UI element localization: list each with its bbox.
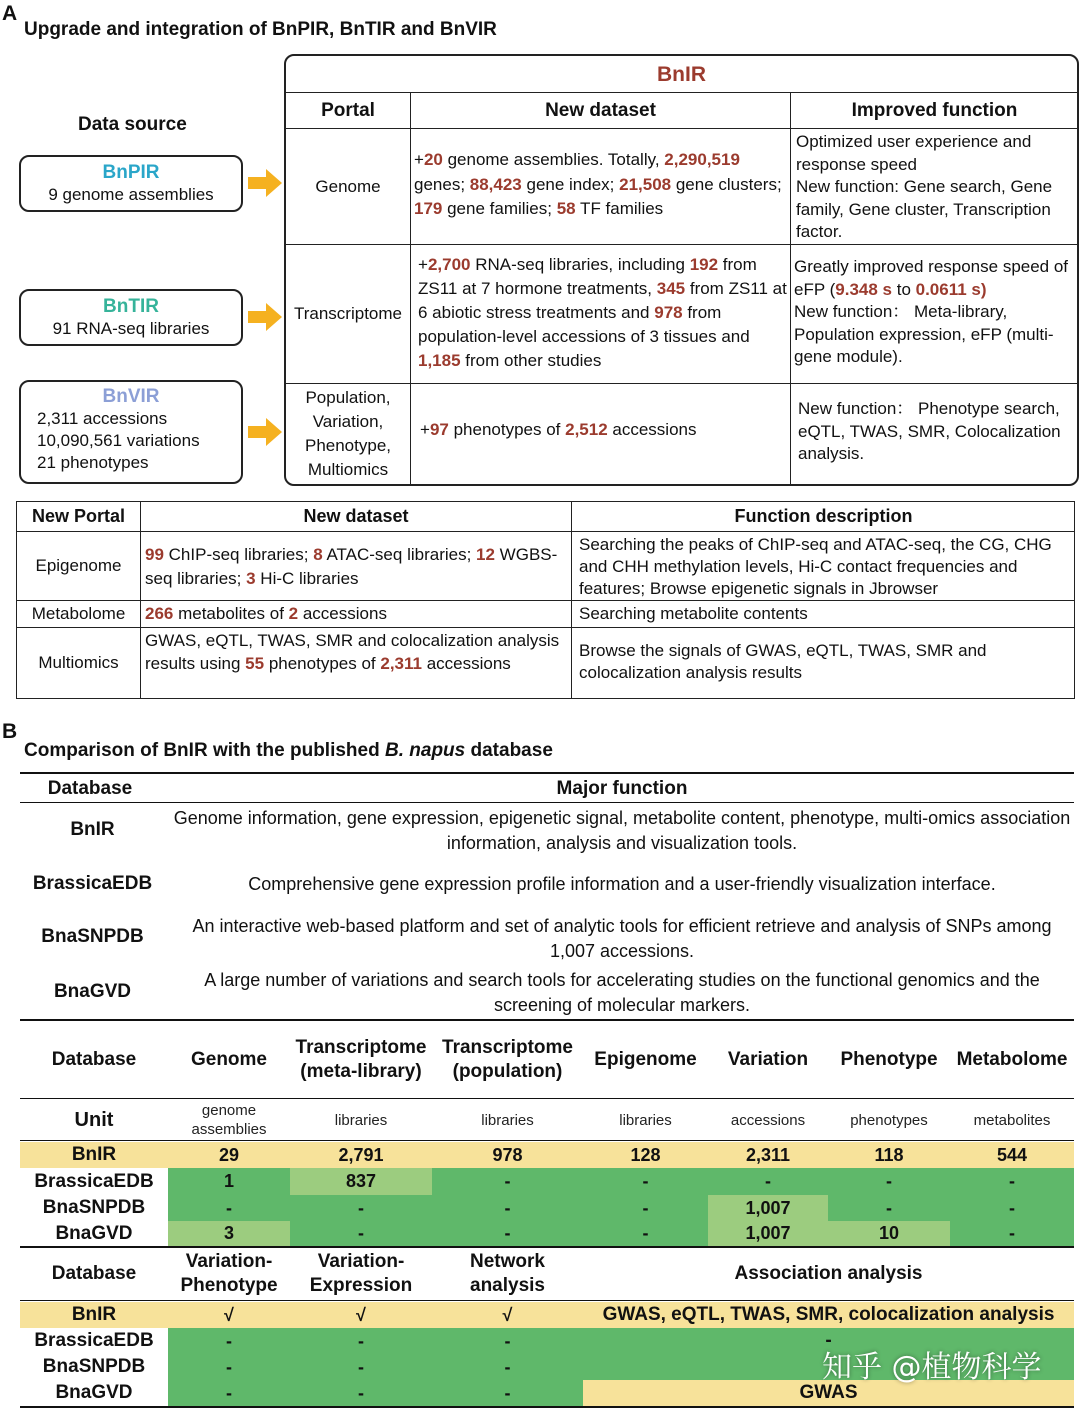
assoc-header: Variation- Phenotype [180, 1251, 278, 1296]
grid-cell: - [708, 1168, 828, 1195]
watermark: 知乎 @植物科学 [822, 1350, 1042, 1385]
function-genome [796, 131, 1076, 244]
grid-header: Epigenome [594, 1049, 697, 1070]
panel-a-letter: A [2, 2, 18, 25]
highlight-number: 58 [556, 199, 576, 218]
grid-header: Database [51, 1049, 137, 1070]
highlight-number: 9.348 s [835, 279, 892, 299]
grid-cell: - [583, 1195, 708, 1221]
grid-header: Variation [727, 1049, 809, 1070]
grid-header: Genome [190, 1049, 268, 1070]
highlight-number: 88,423 [469, 174, 522, 194]
unit-label: Unit [74, 1109, 114, 1131]
portal-transcriptome: Transcriptome [293, 304, 402, 323]
text-run: ChIP-seq libraries; [163, 545, 314, 564]
func-text: Genome information, gene expression, epigenetic signal, metabolite content, phenotype, multi-omics association information, analysis and visualization tools. [173, 808, 1071, 853]
assoc-cell: - [583, 1328, 1074, 1354]
source-line: 91 RNA-seq libraries [52, 319, 210, 338]
grid-cell: 29 [168, 1142, 290, 1168]
unit-cell: genome assemblies [191, 1102, 267, 1138]
grid-cell: 978 [432, 1142, 583, 1168]
dataset-multiomics [145, 629, 565, 675]
text-run: from other studies [460, 351, 602, 370]
assoc-cell: - [432, 1354, 583, 1380]
source-box-bnvir [19, 380, 243, 484]
highlight-number: 2 [288, 604, 299, 623]
panel-b-title: Comparison of BnIR with the published B. napus database [24, 740, 553, 761]
header-improved-function: Improved function [851, 99, 1018, 121]
grid-db: BnaSNPDB [42, 1197, 146, 1218]
func-db: BnaSNPDB [41, 926, 144, 947]
text-run: accessions [421, 654, 511, 673]
assoc-cell: √ [432, 1302, 583, 1328]
grid-cell: 1 [168, 1168, 290, 1195]
highlight-number: 0.0611 s) [915, 279, 987, 299]
text-run: New function： Phenotype search, eQTL, TWAS, SMR, Colocalization analysis. [798, 399, 1061, 463]
text-run: gene clusters; [671, 174, 782, 194]
func-header-database: Database [47, 778, 133, 799]
text-run: ATAC-seq libraries; [322, 545, 477, 564]
grid-cell: - [950, 1221, 1074, 1246]
panel-b-letter: B [2, 720, 18, 743]
assoc-cell: - [432, 1328, 583, 1354]
function-metabolome: Searching metabolite contents [579, 604, 808, 623]
func-db: BnaGVD [53, 981, 132, 1002]
grid-cell: 2,791 [290, 1142, 432, 1168]
highlight-number: 192 [689, 255, 719, 274]
text-run: gene index; [521, 174, 620, 194]
assoc-cell: - [168, 1380, 290, 1406]
assoc-cell: - [168, 1328, 290, 1354]
highlight-number: 99 [145, 545, 164, 564]
grid-cell: - [290, 1221, 432, 1246]
grid-cell: 10 [828, 1221, 950, 1246]
grid-cell: 3 [168, 1221, 290, 1246]
text-run: WGBS-seq libraries; [145, 545, 558, 588]
header-portal-dataset: New dataset [303, 506, 409, 526]
text-run: from population-level accessions of 3 tissues and [418, 303, 750, 346]
text-run: metabolites of [173, 604, 289, 623]
source-name: BnTIR [103, 296, 159, 317]
grid-header: Transcriptome (population) [442, 1037, 573, 1082]
grid-header: Phenotype [840, 1049, 938, 1070]
text-run: + [420, 420, 430, 439]
source-line: 9 genome assemblies [48, 185, 214, 204]
grid-db: BnIR [20, 1142, 168, 1168]
assoc-header: Network analysis [470, 1251, 545, 1296]
portal-genome: Genome [315, 176, 381, 196]
portal-metabolome: Metabolome [31, 604, 126, 623]
assoc-db: BnaGVD [55, 1382, 133, 1403]
header-new-dataset: New dataset [545, 99, 656, 121]
highlight-number: 978 [654, 303, 683, 322]
grid-cell: - [950, 1168, 1074, 1195]
highlight-number: 2,512 [565, 420, 608, 439]
func-text: A large number of variations and search tools for accelerating studies on the functional genomics and the screening of molecular markers. [204, 970, 1040, 1015]
unit-cell: libraries [481, 1111, 534, 1129]
grid-cell: - [583, 1221, 708, 1246]
dataset-metabolome [145, 602, 565, 626]
function-epigenome: Searching the peaks of ChIP-seq and ATAC-seq, the CG, CHG and CHH methylation levels, Hi-C contact frequencies and features; Browse epigenetic signals in Jbrowser [579, 535, 1052, 598]
func-db: BnIR [70, 819, 115, 840]
text-run: Greatly improved response speed of eFP ( [794, 257, 1069, 299]
func-header-major-function: Major function [556, 778, 688, 799]
assoc-cell: - [432, 1380, 583, 1406]
highlight-number: 8 [313, 545, 323, 564]
func-db: BrassicaEDB [32, 873, 153, 894]
func-text: An interactive web-based platform and set of analytic tools for efficient retrieve and analysis of SNPs among 1,007 accessions. [192, 916, 1052, 961]
text-run: accessions [607, 420, 697, 439]
assoc-cell: √ [290, 1302, 432, 1328]
portal-epigenome: Epigenome [35, 556, 122, 575]
bnir-title: BnIR [657, 63, 706, 86]
highlight-number: 345 [656, 279, 686, 298]
text-run: from ZS11 at 6 abiotic stress treatments and [418, 279, 787, 322]
text-run: RNA-seq libraries, including [470, 255, 690, 274]
dataset-epigenome [145, 543, 565, 591]
grid-cell: 118 [828, 1142, 950, 1168]
source-line: 2,311 accessions [37, 409, 168, 428]
function-transcriptome [794, 256, 1078, 369]
text-run: + [418, 255, 428, 274]
text-run: accessions [298, 604, 387, 623]
grid-cell: - [168, 1195, 290, 1221]
grid-header: Transcriptome (meta-library) [295, 1037, 427, 1082]
assoc-db: BnaSNPDB [42, 1356, 146, 1377]
highlight-number: 3 [246, 569, 256, 588]
grid-cell: - [432, 1221, 583, 1246]
unit-cell: phenotypes [850, 1111, 928, 1129]
source-name: BnPIR [102, 162, 160, 183]
text-run: New function： Meta-library, Population expression, eFP (multi-gene module). [794, 302, 1054, 366]
assoc-cell: √ [168, 1302, 290, 1328]
grid-cell: 837 [290, 1168, 432, 1195]
grid-cell: - [583, 1168, 708, 1195]
unit-cell: libraries [334, 1111, 388, 1129]
grid-header: Metabolome [956, 1049, 1068, 1070]
assoc-db: BnIR [20, 1302, 168, 1328]
function-multiomics: Browse the signals of GWAS, eQTL, TWAS, SMR and colocalization analysis results [579, 641, 987, 682]
grid-cell: - [432, 1168, 583, 1195]
highlight-number: 20 [423, 150, 443, 169]
grid-cell: 1,007 [708, 1195, 828, 1221]
text-run: New function: Gene search, Gene family, Gene cluster, Transcription factor. [796, 177, 1053, 241]
portal-multiomics: Multiomics [38, 653, 119, 672]
panel-a-title: Upgrade and integration of BnPIR, BnTIR and BnVIR [24, 19, 497, 40]
header-new-portal: New Portal [31, 506, 126, 526]
assoc-cell: - [168, 1354, 290, 1380]
text-run: from ZS11 at 7 hormone treatments, [418, 255, 757, 298]
dataset-genome [414, 148, 790, 222]
assoc-cell: - [290, 1328, 432, 1354]
data-source-label: Data source [78, 114, 187, 135]
highlight-number: 179 [414, 199, 443, 218]
assoc-cell: - [290, 1354, 432, 1380]
source-line: 21 phenotypes [37, 453, 149, 472]
header-portal: Portal [321, 99, 375, 121]
grid-cell: 128 [583, 1142, 708, 1168]
unit-cell: libraries [619, 1111, 672, 1129]
grid-cell: 2,311 [708, 1142, 828, 1168]
text-run: to [892, 279, 916, 299]
source-name: BnVIR [102, 386, 160, 407]
text-run: + [414, 150, 424, 169]
text-run: GWAS, eQTL, TWAS, SMR and colocalization analysis results using [145, 631, 560, 673]
assoc-cell: GWAS [583, 1380, 1074, 1406]
grid-cell: - [828, 1168, 950, 1195]
assoc-cell: - [290, 1380, 432, 1406]
assoc-db: BrassicaEDB [34, 1330, 154, 1351]
dataset-transcriptome [418, 253, 788, 373]
text-run: Hi-C libraries [255, 569, 359, 588]
unit-cell: accessions [730, 1111, 806, 1129]
text-run: phenotypes of [448, 420, 566, 439]
text-run: phenotypes of [264, 654, 381, 673]
text-run: genome assemblies. Totally, [442, 150, 665, 169]
function-population [798, 398, 1078, 466]
dataset-population [420, 418, 788, 442]
text-run: genes; [414, 174, 470, 194]
grid-db: BrassicaEDB [34, 1170, 154, 1192]
source-line: 10,090,561 variations [37, 431, 200, 450]
assoc-cell: GWAS, eQTL, TWAS, SMR, colocalization analysis [583, 1302, 1074, 1328]
grid-cell: - [432, 1195, 583, 1221]
highlight-number: 55 [245, 654, 265, 673]
highlight-number: 12 [476, 545, 495, 564]
highlight-number: 2,290,519 [664, 150, 740, 169]
text-run: Optimized user experience and response speed [796, 132, 1032, 174]
grid-cell: 1,007 [708, 1221, 828, 1246]
highlight-number: 2,311 [380, 654, 422, 673]
grid-cell: - [950, 1195, 1074, 1221]
arrow-icon [248, 169, 282, 197]
arrow-icon [248, 418, 282, 446]
source-box-bntir [19, 289, 243, 346]
grid-cell: 544 [950, 1142, 1074, 1168]
arrow-icon [248, 303, 282, 331]
func-text: Comprehensive gene expression profile information and a user-friendly visualization interface. [248, 873, 996, 894]
source-box-bnpir [19, 155, 243, 212]
highlight-number: 97 [429, 420, 449, 439]
portal-population: Population, Variation, Phenotype, Multiomics [304, 387, 391, 479]
assoc-header: Association analysis [734, 1263, 923, 1284]
highlight-number: 266 [145, 604, 174, 623]
grid-cell: - [290, 1195, 432, 1221]
text-run: TF families [575, 199, 664, 218]
text-run: gene families; [442, 199, 557, 218]
highlight-number: 2,700 [427, 255, 471, 274]
assoc-header: Variation- Expression [309, 1251, 413, 1296]
highlight-number: 21,508 [619, 174, 672, 194]
grid-cell: - [828, 1195, 950, 1221]
unit-cell: metabolites [973, 1111, 1051, 1129]
highlight-number: 1,185 [418, 351, 461, 370]
header-function-description: Function description [734, 506, 913, 526]
grid-db: BnaGVD [55, 1222, 133, 1244]
assoc-header: Database [51, 1263, 137, 1284]
